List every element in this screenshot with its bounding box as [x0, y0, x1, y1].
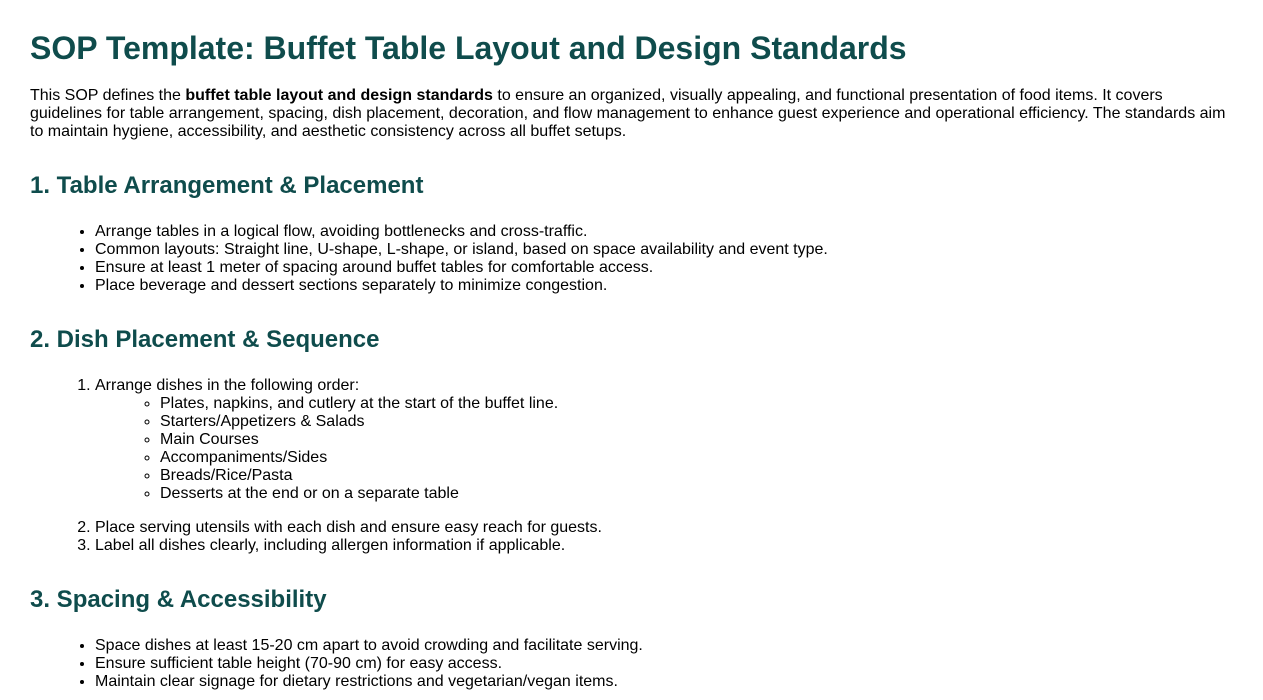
- list-item: • Place beverage and dessert sections separately to minimize congestion.: [95, 277, 1233, 295]
- dish-order-sublist: [95, 395, 1233, 503]
- sublist-item: ◦ Plates, napkins, and cutlery at the start of the buffet line.: [160, 395, 1233, 413]
- spacing-accessibility-list: [30, 637, 1233, 691]
- list-item: • Ensure at least 1 meter of spacing around buffet tables for comfortable access.: [95, 259, 1233, 277]
- list-item: 2. Place serving utensils with each dish and ensure easy reach for guests.: [95, 519, 1233, 537]
- intro-bold-text: buffet table layout and design standards: [185, 87, 493, 104]
- section-heading-dish-placement: 2. Dish Placement & Sequence: [30, 326, 380, 353]
- document-page: [0, 29, 1263, 691]
- sublist-item: ◦ Desserts at the end or on a separate table: [160, 485, 1233, 503]
- intro-text-before: This SOP defines the: [30, 87, 186, 104]
- list-item: • Space dishes at least 15-20 cm apart to avoid crowding and facilitate serving.: [95, 637, 1233, 655]
- intro-text-after: to ensure an organized, visually appealing, and functional presentation of food items. It covers guidelines for table arrangement, spacing, dish placement, decoration, and flow management to enhance guest experience and operational efficiency. The standards aim to maintain hygiene, accessibility, and aesthetic consistency across all buffet setups.: [30, 87, 1226, 140]
- sublist-item: ◦ Accompaniments/Sides: [160, 449, 1233, 467]
- list-item: 3. Label all dishes clearly, including allergen information if applicable.: [95, 537, 1233, 555]
- list-item: • Ensure sufficient table height (70-90 cm) for easy access.: [95, 655, 1233, 673]
- list-item: • Maintain clear signage for dietary restrictions and vegetarian/vegan items.: [95, 673, 1233, 691]
- sublist-item: ◦ Breads/Rice/Pasta: [160, 467, 1233, 485]
- section-heading-spacing-accessibility: 3. Spacing & Accessibility: [30, 586, 327, 613]
- list-item: [95, 377, 1233, 503]
- list-item: • Common layouts: Straight line, U-shape, L-shape, or island, based on space availability and event type.: [95, 241, 1233, 259]
- dish-placement-list: [30, 377, 1233, 555]
- page-title: SOP Template: Buffet Table Layout and Design Standards: [30, 30, 907, 66]
- sublist-item: ◦ Starters/Appetizers & Salads: [160, 413, 1233, 431]
- table-arrangement-list: [30, 223, 1233, 295]
- section-heading-table-arrangement: 1. Table Arrangement & Placement: [30, 172, 424, 199]
- sublist-item: ◦ Main Courses: [160, 431, 1233, 449]
- list-item: • Arrange tables in a logical flow, avoiding bottlenecks and cross-traffic.: [95, 223, 1233, 241]
- list-item-text: Arrange dishes in the following order:: [95, 377, 360, 394]
- intro-paragraph: [30, 87, 1233, 141]
